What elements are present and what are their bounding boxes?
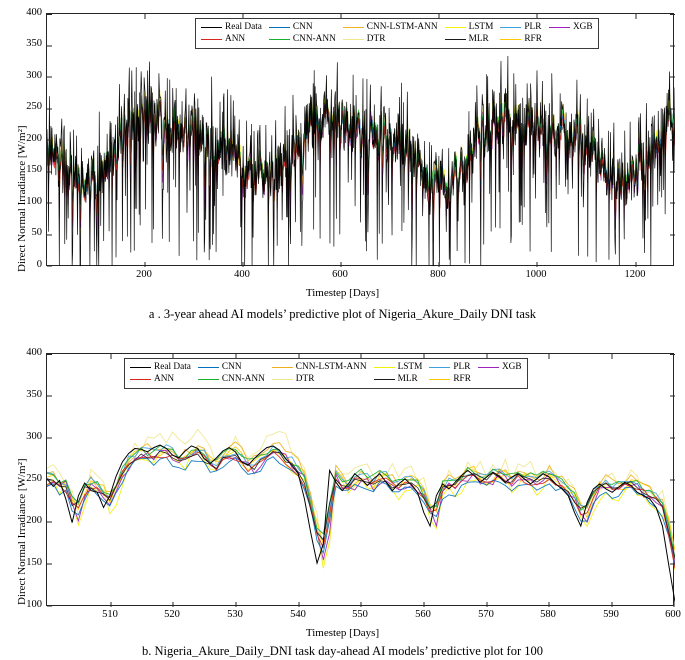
panel-a-xtick: 1200 [624, 269, 646, 280]
legend-item-cnn-ann [269, 34, 336, 45]
caption-a: a . 3-year ahead AI models’ predictive plot of Nigeria_Akure_Daily DNI task [148, 307, 537, 321]
legend-item-dtr [272, 374, 367, 385]
panel-a-plot-area [46, 13, 674, 266]
panel-a-ytick: 300 [26, 70, 42, 81]
legend-label: MLR [397, 374, 418, 384]
legend-swatch-cnn-ann [269, 39, 290, 40]
legend-item-dtr [343, 34, 438, 45]
panel-b-ytick: 300 [26, 431, 42, 442]
legend-item-real-data [130, 362, 191, 373]
panel-b-ytick: 250 [26, 473, 42, 484]
panel-b-ytick: 150 [26, 557, 42, 568]
caption-b: b. Nigeria_Akure_Daily_DNI task day-ahead AI models’ predictive plot for 100 [141, 644, 544, 658]
legend-item-cnn-lstm-ann [343, 22, 438, 33]
legend-label: ANN [225, 34, 246, 44]
panel-b-xtick: 530 [227, 609, 243, 620]
panel-a-y-axis-label: Direct Normal Irradiance [W/m²] [16, 125, 28, 272]
panel-a-legend-grid [201, 22, 593, 45]
panel-a-ytick: 400 [26, 7, 42, 18]
panel-b-legend-grid [130, 362, 522, 385]
panel-a-ytick: 100 [26, 196, 42, 207]
panel-b-xtick: 560 [415, 609, 431, 620]
legend-item-mlr [445, 34, 494, 45]
panel-b-xtick: 540 [290, 609, 306, 620]
legend-label: RFR [453, 374, 471, 384]
panel-a-ytick: 350 [26, 38, 42, 49]
legend-swatch-dtr [272, 379, 293, 380]
legend-item-cnn [269, 22, 336, 33]
legend-swatch-cnn-lstm-ann [272, 367, 293, 368]
legend-swatch-dtr [343, 39, 364, 40]
panel-b-ytick: 400 [26, 347, 42, 358]
legend-swatch-rfr [429, 379, 450, 380]
panel-b-ytick: 100 [26, 599, 42, 610]
legend-swatch-real-data [130, 367, 151, 368]
panel-b-legend [124, 358, 528, 389]
panel-a-legend [195, 18, 599, 49]
panel-b-ytick: 350 [26, 389, 42, 400]
legend-label: MLR [468, 34, 489, 44]
panel-b-ytick: 200 [26, 515, 42, 526]
legend-item-ann [130, 374, 191, 385]
panel-b-xtick: 590 [603, 609, 619, 620]
legend-label: ANN [154, 374, 175, 384]
legend-item-plr [500, 22, 542, 33]
panel-b-x-axis-label: Timestep [Days] [305, 627, 380, 639]
legend-label: PLR [524, 22, 542, 32]
legend-label: CNN-LSTM-ANN [366, 22, 438, 32]
panel-a-xtick: 200 [136, 269, 152, 280]
panel-b-xtick: 570 [478, 609, 494, 620]
panel-a-x-axis-label: Timestep [Days] [305, 287, 380, 299]
legend-swatch-xgb [549, 27, 570, 28]
panel-a-ytick: 0 [36, 259, 42, 270]
legend-item-lstm [445, 22, 494, 33]
legend-label: LSTM [468, 22, 494, 32]
legend-swatch-rfr [500, 39, 521, 40]
panel-b [0, 336, 685, 660]
legend-label: CNN [292, 22, 313, 32]
legend-label: RFR [524, 34, 542, 44]
legend-label: XGB [572, 22, 593, 32]
legend-item-plr [429, 362, 471, 373]
legend-label: CNN [221, 362, 242, 372]
legend-swatch-xgb [478, 367, 499, 368]
panel-a-series-canvas [47, 14, 675, 267]
legend-item-cnn [198, 362, 265, 373]
panel-a-xtick: 600 [332, 269, 348, 280]
legend-label: DTR [295, 374, 315, 384]
legend-label: CNN-LSTM-ANN [295, 362, 367, 372]
legend-item-mlr [374, 374, 423, 385]
panel-a-ytick: 200 [26, 133, 42, 144]
legend-swatch-mlr [445, 39, 466, 40]
legend-item-rfr [429, 374, 471, 385]
legend-label: DTR [366, 34, 386, 44]
legend-label: Real Data [154, 362, 191, 372]
legend-swatch-real-data [201, 27, 222, 28]
legend-item-real-data [201, 22, 262, 33]
legend-swatch-ann [130, 379, 151, 380]
legend-item-cnn-lstm-ann [272, 362, 367, 373]
legend-label: XGB [501, 362, 522, 372]
legend-label: PLR [453, 362, 471, 372]
legend-swatch-plr [500, 27, 521, 28]
legend-item-cnn-ann [198, 374, 265, 385]
panel-b-xtick: 550 [352, 609, 368, 620]
legend-item-lstm [374, 362, 423, 373]
legend-item-xgb [478, 362, 522, 373]
panel-b-plot-area [46, 353, 674, 606]
legend-item-xgb [549, 22, 593, 33]
panel-a-ytick: 250 [26, 101, 42, 112]
legend-label: Real Data [225, 22, 262, 32]
legend-item-ann [201, 34, 262, 45]
legend-label: CNN-ANN [292, 34, 336, 44]
legend-swatch-cnn [269, 27, 290, 28]
panel-a-xtick: 1000 [525, 269, 547, 280]
legend-swatch-mlr [374, 379, 395, 380]
legend-swatch-lstm [445, 27, 466, 28]
panel-b-xtick: 600 [665, 609, 681, 620]
legend-label: CNN-ANN [221, 374, 265, 384]
legend-swatch-cnn-ann [198, 379, 219, 380]
panel-b-xtick: 520 [164, 609, 180, 620]
panel-a-xtick: 800 [430, 269, 446, 280]
panel-a-xtick: 400 [234, 269, 250, 280]
legend-swatch-cnn [198, 367, 219, 368]
panel-a-ytick: 150 [26, 164, 42, 175]
legend-item-rfr [500, 34, 542, 45]
panel-b-xtick: 510 [102, 609, 118, 620]
panel-b-y-axis-label: Direct Normal Irradiance [W/m²] [16, 458, 28, 605]
legend-swatch-lstm [374, 367, 395, 368]
legend-swatch-cnn-lstm-ann [343, 27, 364, 28]
panel-b-series-canvas [47, 354, 675, 607]
panel-b-xtick: 580 [540, 609, 556, 620]
legend-label: LSTM [397, 362, 423, 372]
legend-swatch-plr [429, 367, 450, 368]
panel-a-ytick: 50 [31, 227, 42, 238]
legend-swatch-ann [201, 39, 222, 40]
